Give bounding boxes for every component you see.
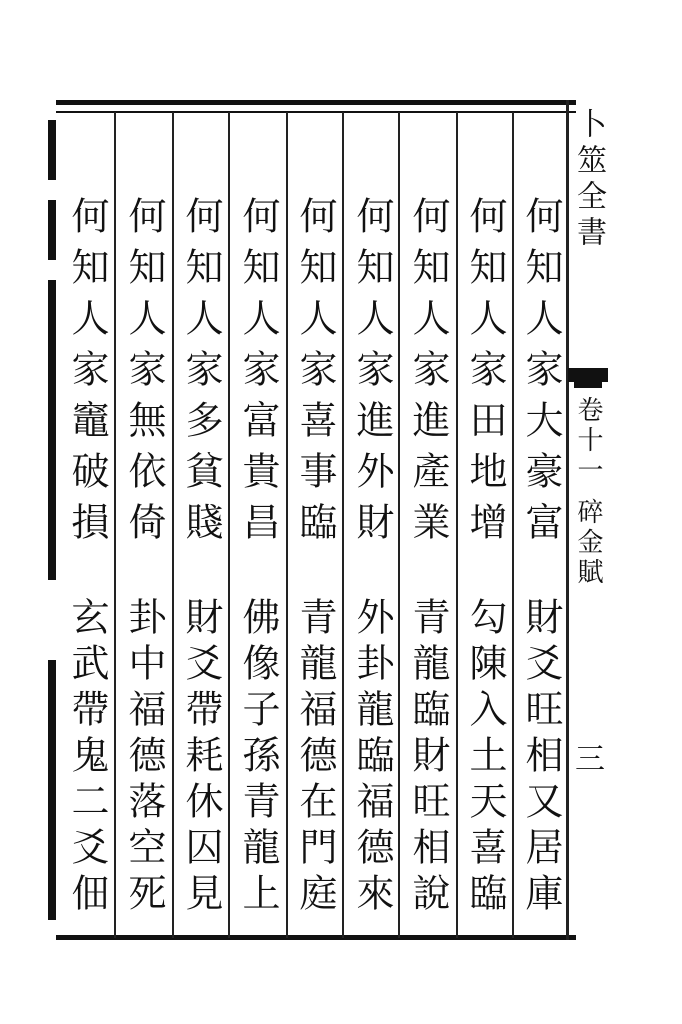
column-divider bbox=[172, 112, 174, 938]
column-divider bbox=[286, 112, 288, 938]
verse-column-8 bbox=[121, 196, 167, 919]
verse-column-2 bbox=[462, 196, 508, 919]
top-border-inner bbox=[56, 111, 576, 113]
verse-column-6 bbox=[235, 196, 281, 919]
top-border bbox=[56, 100, 576, 105]
answer-text: 勾陳入土天喜臨 bbox=[463, 597, 507, 919]
verse-column-1 bbox=[518, 196, 564, 919]
column-divider bbox=[456, 112, 458, 938]
margin-section-text: 卷十一 碎金賦 bbox=[573, 396, 603, 589]
margin-section bbox=[568, 396, 608, 588]
column-divider bbox=[398, 112, 400, 938]
question-text: 何知人家喜事臨 bbox=[293, 196, 337, 553]
answer-text: 卦中福德落空死 bbox=[122, 597, 166, 919]
bottom-border bbox=[56, 935, 576, 940]
verse-column-4 bbox=[349, 196, 395, 919]
verse-column-9 bbox=[64, 196, 110, 919]
left-border bbox=[48, 100, 56, 940]
fishtail-mark-lower bbox=[574, 382, 602, 388]
answer-text: 財爻旺相又居庫 bbox=[519, 597, 563, 919]
answer-text: 玄武帶鬼二爻佃 bbox=[65, 597, 109, 919]
margin-folio: 三 bbox=[575, 742, 605, 777]
answer-text: 外卦龍臨福德來 bbox=[350, 597, 394, 919]
answer-text: 青龍福德在門庭 bbox=[293, 597, 337, 919]
question-text: 何知人家進外財 bbox=[350, 196, 394, 553]
question-text: 何知人家大豪富 bbox=[519, 196, 563, 553]
verse-column-3 bbox=[405, 196, 451, 919]
question-text: 何知人家竈破損 bbox=[65, 196, 109, 553]
question-text: 何知人家進產業 bbox=[406, 196, 450, 553]
column-divider bbox=[114, 112, 116, 938]
verse-column-7 bbox=[178, 196, 224, 919]
question-text: 何知人家富貴昌 bbox=[236, 196, 280, 553]
question-text: 何知人家無依倚 bbox=[122, 196, 166, 553]
margin-title-text: 卜筮全書 bbox=[571, 108, 606, 252]
answer-text: 財爻帶耗休囚見 bbox=[179, 597, 223, 919]
question-text: 何知人家多貧賤 bbox=[179, 196, 223, 553]
answer-text: 佛像子孫青龍上 bbox=[236, 597, 280, 919]
question-text: 何知人家田地增 bbox=[463, 196, 507, 553]
column-divider bbox=[342, 112, 344, 938]
column-divider bbox=[512, 112, 514, 938]
column-divider bbox=[228, 112, 230, 938]
fishtail-mark bbox=[568, 368, 608, 382]
verse-column-5 bbox=[292, 196, 338, 919]
margin-book-title bbox=[568, 108, 608, 252]
answer-text: 青龍臨財旺相說 bbox=[406, 597, 450, 919]
